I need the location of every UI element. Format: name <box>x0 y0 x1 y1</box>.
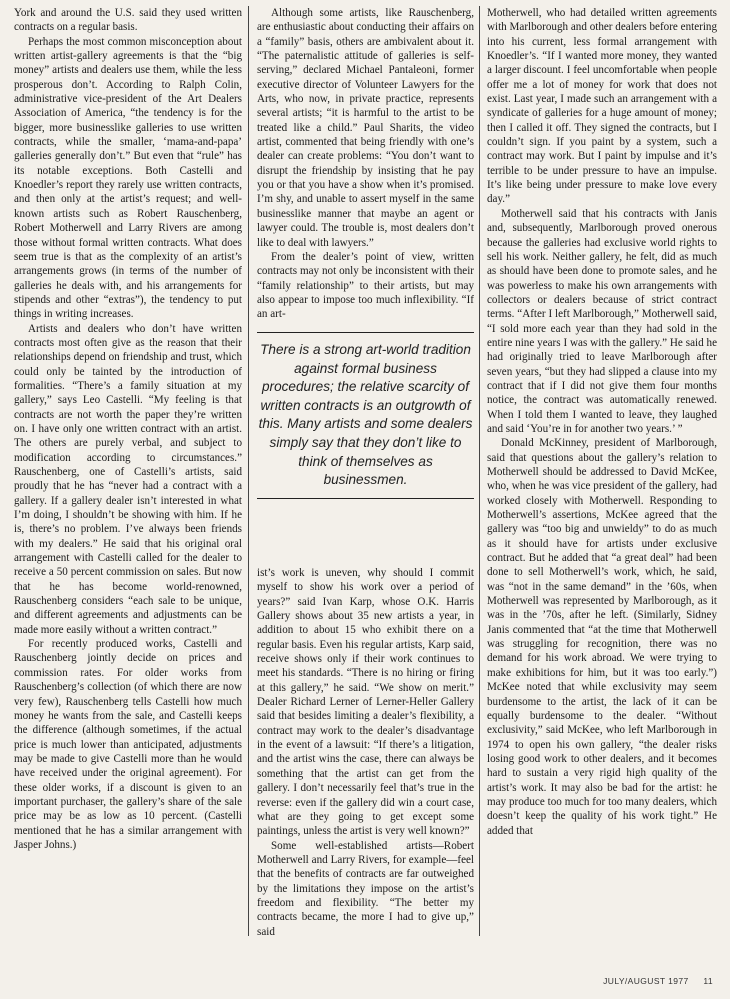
article-column-2-top <box>257 6 474 321</box>
paragraph: Perhaps the most common misconception about written artist-gallery agreements is that the “big money” artists and dealers use them, while the less prosperous don’t. According to Ralph Colin, administrative vice-president of the Art Dealers Association of America, “the tendency is for the bigger, more businesslike galleries to use written contracts, while the smaller, ‘mama-and-papa’ galleries generally don’t.” But even that “rule” has its notable exceptions. Both Castelli and Knoedler’s report they rarely use written contracts, and then only at the artist’s request; and well-known artists such as Robert Rauschenberg, Robert Motherwell and Larry Rivers are among those without formal written contracts. What does seem true is that as the complexity of an artist’s arrangements grows (in terms of the number of galleries he deals with, and his arrangements for stipends and other “extras”), the tendency to put things in writing increases. <box>14 35 242 321</box>
paragraph: Donald McKinney, president of Marlborough, said that questions about the gallery’s relation to Motherwell should be addressed to David McKee, who, when he was vice president of the gallery, had worked closely with Motherwell. Responding to Motherwell’s assertions, McKee agreed that the gallery was “too big and unwieldy” to do as much as it should have for artists under exclusive contract. But he added that “a great deal” had been done to sell Motherwell’s work, which, he said, was “not in the same demand” in the ’60s, when Motherwell was represented by Marlborough, as it was in the ’70s, after he left. (Similarly, Sidney Janis commented that “at the time that Motherwell was struggling for recognition, there was no demand for his work abroad. We were trying to make exhibitions for him, but it was too early.”) McKee noted that while exclusivity may seem burdensome to the artist, the lack of it can be equally burdensome to the dealer. “Without exclusivity,” said McKee, who left Marlborough in 1974 to open his own gallery, “the dealer risks losing good work to other dealers, and it becomes hard to sustain a very rigid high quality of the artist’s work. It may also be bad for the artist: he may produce too much for too many dealers, which doesn’t keep the quality of his work tight.” He added that <box>487 437 717 837</box>
paragraph: Artists and dealers who don’t have written contracts most often give as the reason that their relationships depend on friendship and trust, which could only be tainted by the introduction of formalities. “There’s a family situation at my gallery,” says Leo Castelli. “My feeling is that contracts are not worth the paper they’re written on. I have only one written contract with an artist. The others are purely verbal, and subject to modification according to circumstances.” Rauschenberg, one of Castelli’s artists, said proudly that he has “never had a contract with a gallery. If a gallery dealer isn’t interested in what I’m doing, I shouldn’t be showing with him. If he is, there’s no problem. I’ve always been friends with my dealers.” He said that his original oral arrangement with Castelli called for the dealer to receive a 50 percent commission on sales. But now that he has become world-renowned, Rauschenberg considers “each sale to be unique, and different agreements and adjustments can be made more easily without a written contract.” <box>14 322 242 636</box>
paragraph: For recently produced works, Castelli and Rauschenberg jointly decide on prices and commission rates. For older works from Rauschenberg’s collection (of which there are now very few), Rauschenberg tells Castelli how much money he wants from the sale, and Castelli keeps the difference (although sometimes, if the actual price is much lower than anticipated, adjustments may be made to give Castelli more than he would have received under the original agreement). For these older works, if a discount is given to an important purchaser, the gallery’s share of the sale price may be as low as 10 percent. (Castelli mentioned that he has a similar arrangement with Jasper Johns.) <box>14 638 242 851</box>
paragraph: Motherwell said that his contracts with Janis and, subsequently, Marlborough proved onerous because the galleries had exclusive world rights to sell his work. Neither gallery, he felt, did as much as should have been done to promote sales, and he was powerless to make his own arrangements with collectors or dealers because of strict contract terms. “After I left Marlborough,” Motherwell said, “I sold more each year than they had sold in the entire nine years I was with the gallery.” He said he had originally tried to leave Marlborough after seven years, “but they had slipped a clause into my contract that if I did not give them four months notice, the contract was automatically renewed. When I told them I wanted to leave, they laughed and said ‘You’re in for another two years.’ ” <box>487 207 717 435</box>
paragraph: Motherwell, who had detailed written agreements with Marlborough and other dealers before entering into his current, less formal arrangement with Knoedler’s. “If I wanted more money, they wanted a larger discount. I feel uncomfortable when people offer me a lot of money for work that does not exist. Last year, I made such an arrangement with a syndicate of galleries for a huge amount of money; then I called it off. They signed the contracts, but I couldn’t sign. If you paint by a system, such a contract may work. But I paint by impulse and it’s terrible to be under pressure to have an impulse. It’s like being under pressure to make love every day.” <box>487 7 717 206</box>
paragraph: ist’s work is uneven, why should I commit myself to show his work over a period of years?” said Ivan Karp, whose O.K. Harris Gallery shows about 35 new artists a year, in addition to about 15 who exhibit there on a regular basis. Even his regular artists, Karp said, receive shows only if their work continues to meet his standards. “There is no hiring or firing at this gallery,” he said. “We show on merit.” Dealer Richard Lerner of Lerner-Heller Gallery said that besides limiting a dealer’s flexibility, a contract may work to the dealer’s disadvantage in the event of a lawsuit: “If there’s a litigation, and the artist wins the case, there can always be something that the artist can get from the gallery. I don’t necessarily feel that’s true in the reverse: even if the gallery did win a court case, what are they going to get except some paintings, unless the artist is very well known?” <box>257 567 474 838</box>
column-divider <box>248 6 249 936</box>
paragraph: From the dealer’s point of view, written contracts may not only be inconsistent with their “family relationship” to their artists, but may also appear to impose too much inflexibility. “If an art- <box>257 250 474 321</box>
column-divider <box>479 6 480 936</box>
page-number: 11 <box>703 976 713 986</box>
paragraph: York and around the U.S. said they used written contracts on a regular basis. <box>14 7 242 34</box>
article-column-3 <box>487 6 717 941</box>
pull-quote: There is a strong art-world tradition against formal business procedures; the relative scarcity of written contracts is an outgrowth of this. Many artists and some dealers simply say that they don’t like to think of themselves as businessmen. <box>257 332 474 499</box>
issue-date: JULY/AUGUST 1977 <box>603 976 689 986</box>
page-footer <box>591 976 713 986</box>
paragraph: Some well-established artists—Robert Motherwell and Larry Rivers, for example—feel that the benefits of contracts are far outweighed by the limitations they impose on the artist’s freedom and flexibility. “The better my contracts became, the more I had to give up,” said <box>257 839 474 938</box>
paragraph: Although some artists, like Rauschenberg, are enthusiastic about conducting their affairs on a “family” basis, others are ambivalent about it. “The paternalistic attitude of galleries is self-serving,” declared Michael Pantaleoni, former executive director of Volunteer Lawyers for the Arts, who now, in private practice, represents several artists; “it is harmful to the artist to be treated like a child.” Paul Sharits, the video artist, commented that being friendly with one’s dealer can create problems: “You don’t want to disrupt the friendship by insisting that he pay you or that you have a show when it’s promised. I’m shy, and unable to assert myself in the same businesslike manner that maybe an agent or lawyer could. The trouble is, most dealers don’t like to deal with lawyers.” <box>257 7 474 249</box>
article-column-2-bottom <box>257 566 474 941</box>
article-column-1 <box>14 6 242 941</box>
